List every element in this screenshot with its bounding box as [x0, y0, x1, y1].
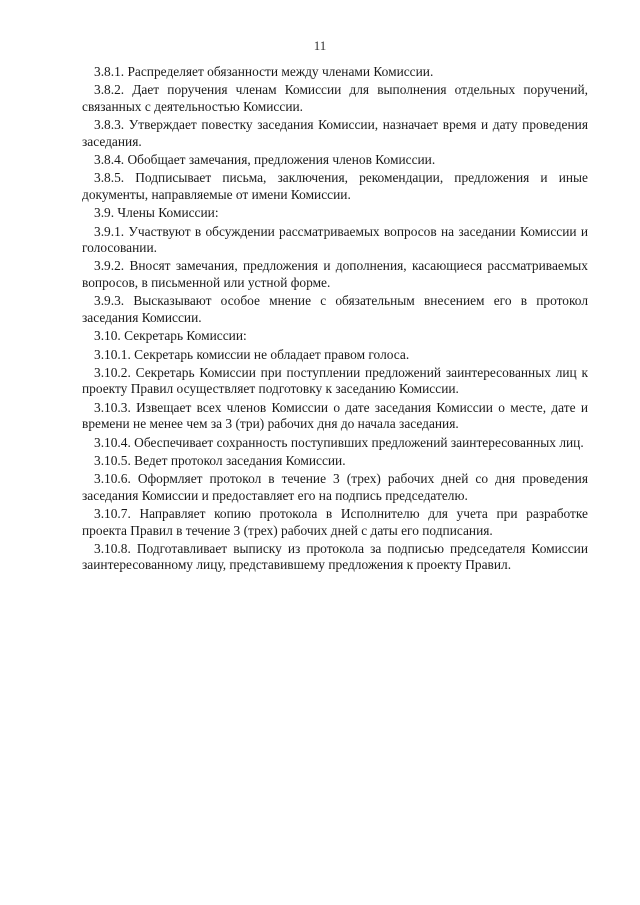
paragraph-3-10-6: 3.10.6. Оформляет протокол в течение 3 (трех) рабочих дней со дня проведения заседания Комиссии и предоставляет его на подпись председателю.: [82, 471, 588, 503]
document-body: [82, 64, 588, 576]
paragraph-3-10-4: 3.10.4. Обеспечивает сохранность поступивших предложений заинтересованных лиц.: [94, 434, 584, 450]
paragraph-3-8-1: 3.8.1. Распределяет обязанности между членами Комиссии.: [94, 64, 434, 79]
paragraph-3-9-1: 3.9.1. Участвуют в обсуждении рассматриваемых вопросов на заседании Комиссии и голосовании.: [82, 223, 588, 256]
paragraph-3-10-1: 3.10.1. Секретарь комиссии не обладает правом голоса.: [94, 346, 410, 362]
paragraph-3-8-2: 3.8.2. Дает поручения членам Комиссии для выполнения отдельных поручений, связанных с деятельностью Комиссии.: [82, 82, 588, 114]
paragraph-3-8-3: 3.8.3. Утверждает повестку заседания Комиссии, назначает время и дату проведения заседания.: [82, 117, 588, 149]
paragraph-3-8-5: 3.8.5. Подписывает письма, заключения, рекомендации, предложения и иные документы, направляемые от имени Комиссии.: [82, 170, 588, 202]
page-number: 11: [313, 38, 327, 53]
paragraph-3-10-5: 3.10.5. Ведет протокол заседания Комиссии.: [94, 452, 346, 468]
paragraph-3-8-4: 3.8.4. Обобщает замечания, предложения членов Комиссии.: [94, 152, 436, 168]
paragraph-3-9-3: 3.9.3. Высказывают особое мнение с обязательным внесением его в протокол заседания Комиссии.: [82, 293, 588, 325]
paragraph-3-10-8: 3.10.8. Подготавливает выписку из протокола за подписью председателя Комиссии заинтересованному лицу, представившему предложения к проекту Правил.: [82, 540, 588, 573]
paragraph-3-10-7: 3.10.7. Направляет копию протокола в Исполнителю для учета при разработке проекта Правил в течение 3 (трех) рабочих дней с даты его подписания.: [82, 506, 588, 538]
paragraph-3-10-3: 3.10.3. Извещает всех членов Комиссии о дате заседания Комиссии о месте, дате и времени не менее чем за 3 (три) рабочих дня до начала заседания.: [82, 399, 588, 432]
section-heading-3-10: 3.10. Секретарь Комиссии:: [94, 328, 247, 344]
paragraph-3-9-2: 3.9.2. Вносят замечания, предложения и дополнения, касающиеся рассматриваемых вопросов, в письменной или устной форме.: [82, 258, 588, 290]
paragraph-3-10-2: 3.10.2. Секретарь Комиссии при поступлении предложений заинтересованных лиц к проекту Правил осуществляет подготовку к заседанию Комиссии.: [82, 364, 588, 397]
section-heading-3-9: 3.9. Члены Комиссии:: [94, 205, 219, 221]
